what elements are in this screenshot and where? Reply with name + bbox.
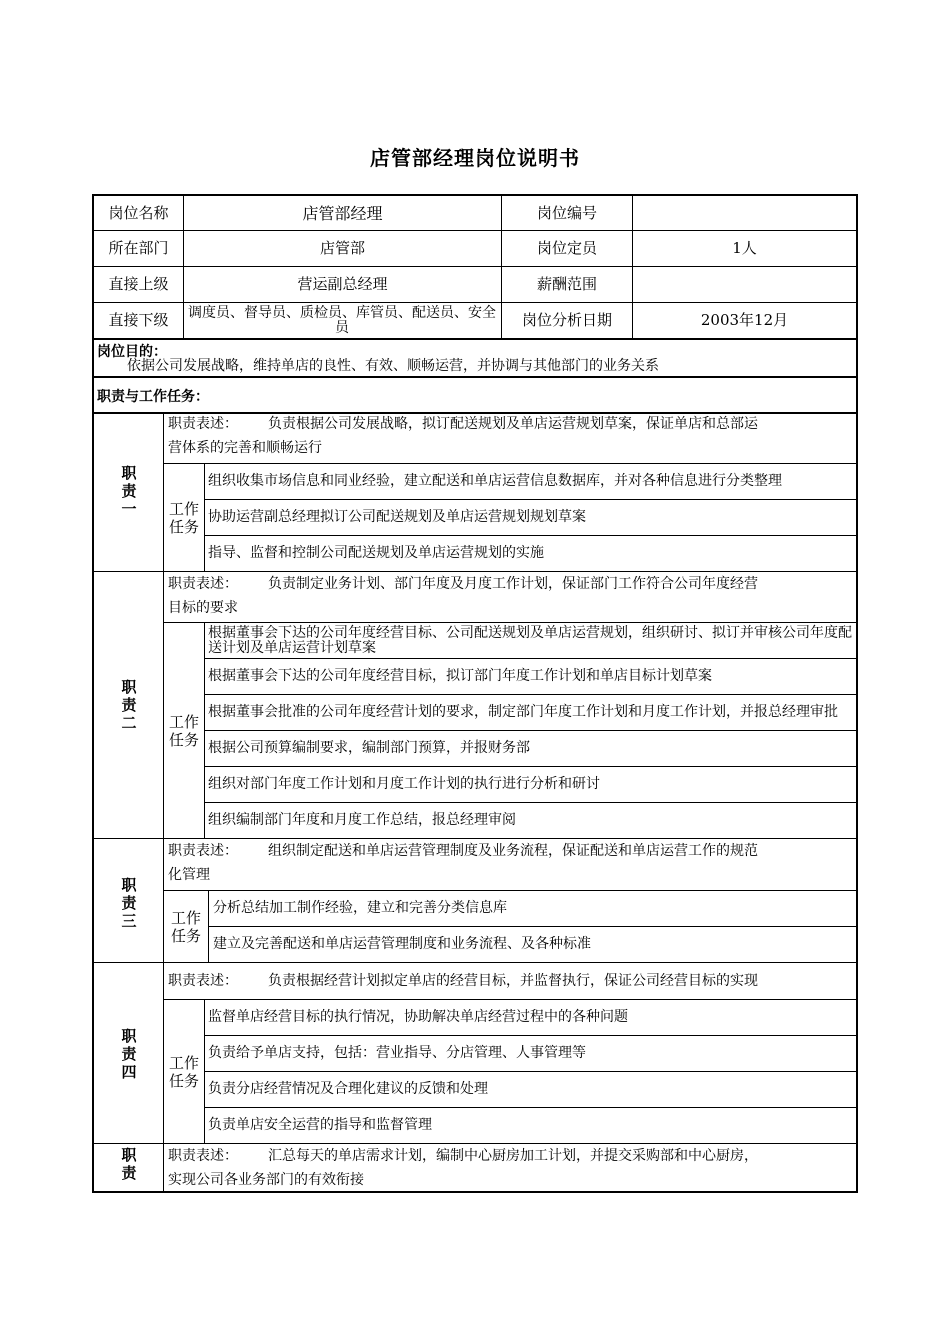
staff-count-value: 1人 [732,239,757,257]
subordinate-value: 调度员、督导员、质检员、库管员、配送员、安全员 [188,304,496,336]
duty-5-title: 职责 [121,1146,137,1182]
duty-1-task-3: 指导、监督和控制公司配送规划及单店运营规划的实施 [208,545,544,561]
duty-1-description: 职责表述： 负责根据公司发展战略，拟订配送规划及单店运营规划草案，保证单店和总部运 营体系的完善和顺畅运行 [168,416,758,456]
duty-2-task-6: 组织编制部门年度和月度工作总结，报总经理审阅 [208,812,516,828]
duty-2-title: 职责二 [121,678,137,732]
duty-4-task-1: 监督单店经营目标的执行情况，协助解决单店经营过程中的各种问题 [208,1009,628,1025]
analysis-date-value: 2003年12月 [700,311,789,329]
staff-count-label: 岗位定员 [536,239,597,257]
superior-value: 营运副总经理 [297,275,388,293]
duty-2-task-2: 根据董事会下达的公司年度经营目标，拟订部门年度工作计划和单店目标计划草案 [208,668,712,684]
duties-label: 职责与工作任务： [97,389,209,405]
duty-1-task-1: 组织收集市场信息和同业经验，建立配送和单店运营信息数据库，并对各种信息进行分类整理 [208,473,782,489]
duty-3-task-2: 建立及完善配送和单店运营管理制度和业务流程、及各种标准 [213,936,591,952]
duty-4-task-2: 负责给予单店支持，包括：营业指导、分店管理、人事管理等 [208,1045,586,1061]
duty-4-task-4: 负责单店安全运营的指导和监督管理 [208,1117,432,1133]
duty-1-tasks-label: 工作任务 [168,500,199,536]
salary-range-value [633,267,856,302]
position-name-label: 岗位名称 [108,203,169,222]
position-name-value: 店管部经理 [302,203,383,223]
duty-2-description: 职责表述： 负责制定业务计划、部门年度及月度工作计划，保证部门工作符合公司年度经营 目标的要求 [168,576,758,616]
superior-label: 直接上级 [108,275,169,293]
duty-2-task-1: 根据董事会下达的公司年度经营目标、公司配送规划及单店运营规划，组织研讨、拟订并审核公司年度配送计划及单店运营计划草案 [208,624,852,656]
duty-3-tasks-label: 工作任务 [170,909,201,945]
position-code-value [633,196,856,230]
salary-range-label: 薪酬范围 [536,275,597,293]
duty-2-tasks-label: 工作任务 [168,713,199,749]
duty-4-title: 职责四 [121,1027,137,1081]
analysis-date-label: 岗位分析日期 [521,311,612,329]
department-value: 店管部 [319,239,365,257]
purpose-text: 依据公司发展战略，维持单店的良性、有效、顺畅运营，并协调与其他部门的业务关系 [127,358,659,374]
duty-3-task-1: 分析总结加工制作经验，建立和完善分类信息库 [213,900,507,916]
document-title: 店管部经理岗位说明书 [370,146,580,170]
duty-1-task-2: 协助运营副总经理拟订公司配送规划及单店运营规划规划草案 [208,509,586,525]
duty-4-tasks-label: 工作任务 [168,1054,199,1090]
purpose-label: 岗位目的： [97,344,167,360]
duty-3-description: 职责表述： 组织制定配送和单店运营管理制度及业务流程，保证配送和单店运营工作的规范 化管理 [168,843,758,883]
subordinate-label: 直接下级 [108,311,169,329]
duty-3-title: 职责三 [121,876,137,930]
duty-4-task-3: 负责分店经营情况及合理化建议的反馈和处理 [208,1081,488,1097]
position-code-label: 岗位编号 [536,203,597,222]
duty-2-task-4: 根据公司预算编制要求，编制部门预算，并报财务部 [208,740,530,756]
duty-1-title: 职责一 [121,464,137,518]
duty-description-label: 职责表述： [168,416,238,432]
duty-2-task-3: 根据董事会批准的公司年度经营计划的要求，制定部门年度工作计划和月度工作计划，并报总经理审批 [208,704,838,720]
duty-5-description: 职责表述： 汇总每天的单店需求计划，编制中心厨房加工计划，并提交采购部和中心厨房， 实现公司各业务部门的有效衔接 [168,1148,758,1188]
duty-4-description: 职责表述： 负责根据经营计划拟定单店的经营目标，并监督执行，保证公司经营目标的实现 [168,973,758,989]
department-label: 所在部门 [108,239,169,257]
duty-2-task-5: 组织对部门年度工作计划和月度工作计划的执行进行分析和研讨 [208,776,600,792]
job-description-table [92,194,858,1193]
